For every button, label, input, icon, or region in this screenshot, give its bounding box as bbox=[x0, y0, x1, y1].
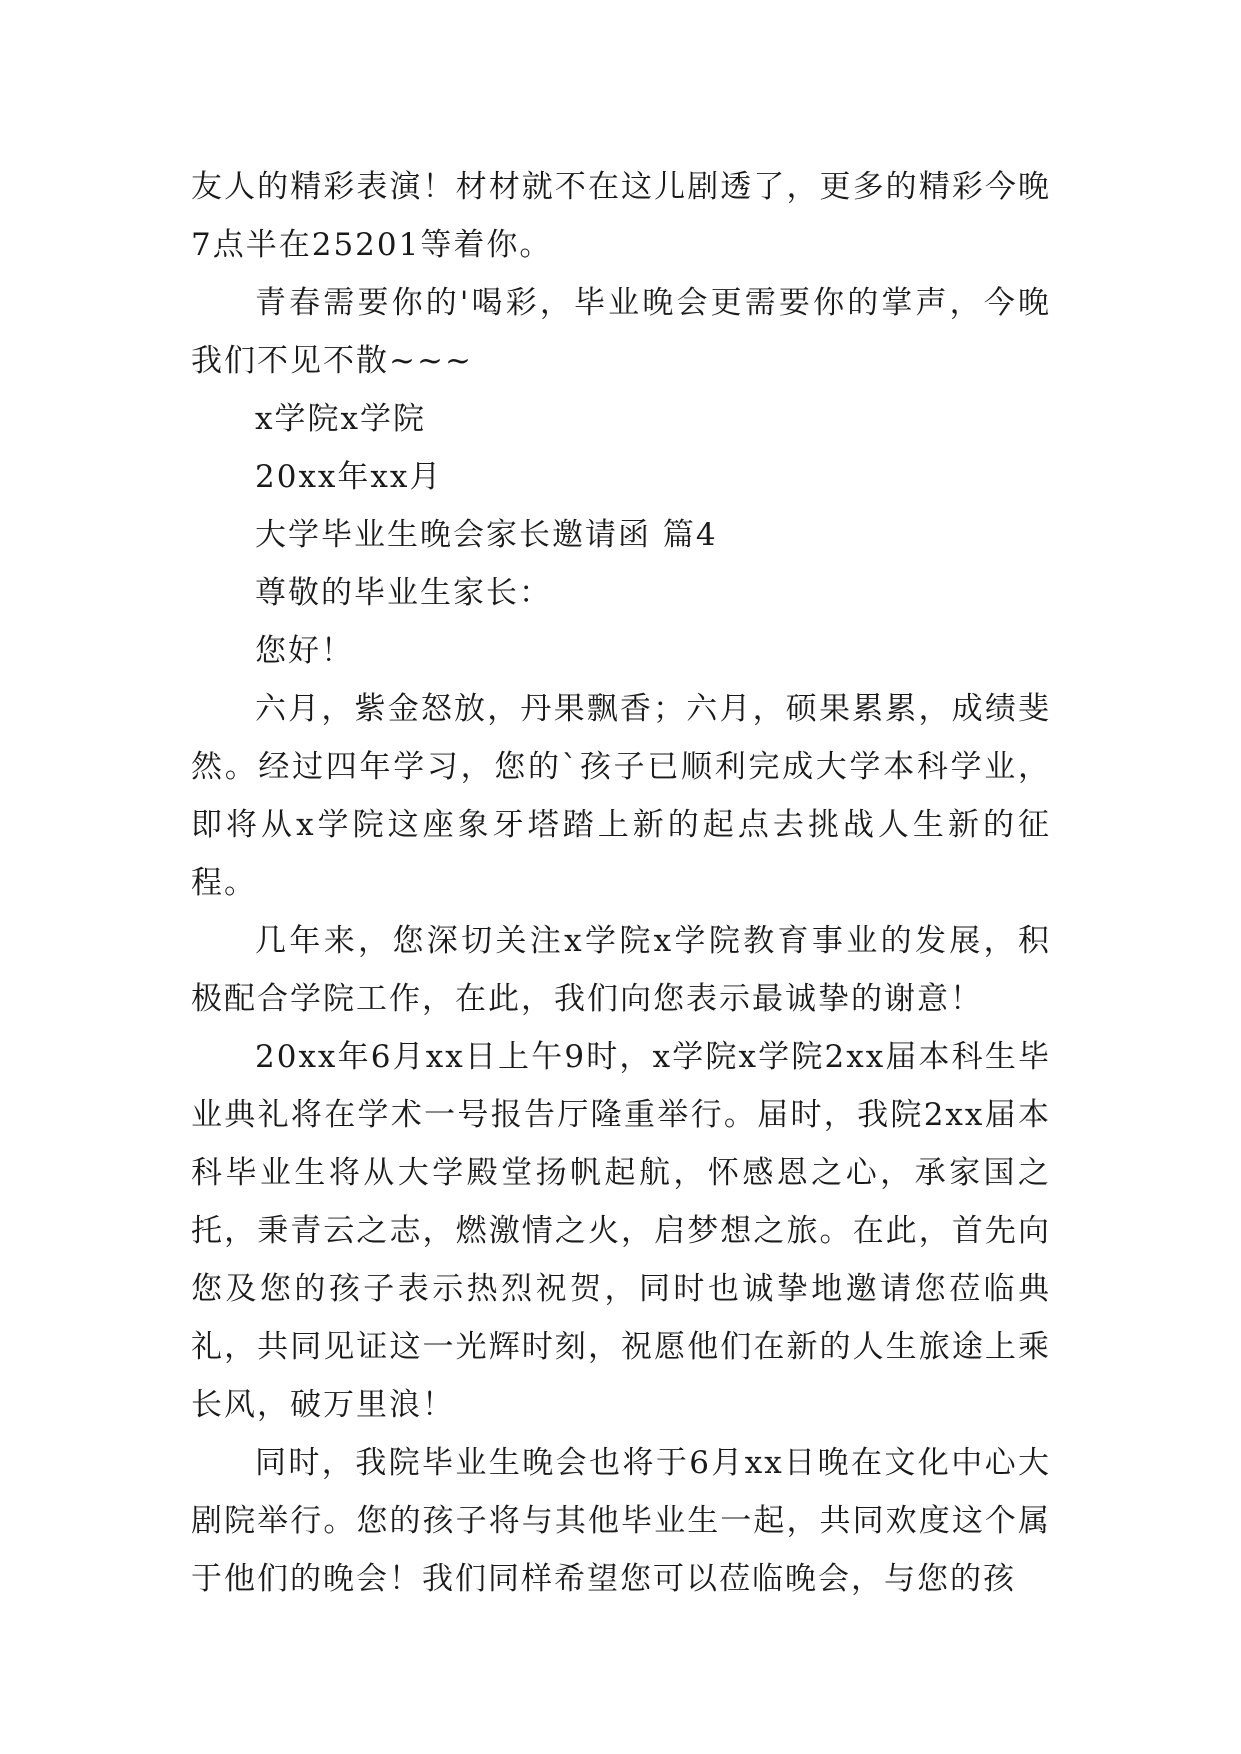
section-heading: 大学毕业生晚会家长邀请函 篇4 bbox=[255, 517, 718, 553]
paragraph-thanks: 几年来，您深切关注x学院x学院教育事业的发展，积极配合学院工作，在此，我们向您表示最诚挚的谢意！ bbox=[191, 923, 1051, 1017]
greeting: 您好！ bbox=[255, 633, 354, 669]
paragraph-ceremony: 20xx年6月xx日上午9时，x学院x学院2xx届本科生毕业典礼将在学术一号报告厅隆重举行。届时，我院2xx届本科毕业生将从大学殿堂扬帆起航，怀感恩之心，承家国之托，秉青云之志，燃激情之火，启梦想之旅。在此，首先向您及您的孩子表示热烈祝贺，同时也诚挚地邀请您莅临典礼，共同见证这一光辉时刻，祝愿他们在新的人生旅途上乘长风，破万里浪！ bbox=[191, 1039, 1051, 1423]
paragraph-june: 六月，紫金怒放，丹果飘香；六月，硕果累累，成绩斐然。经过四年学习，您的`孩子已顺利完成大学本科学业，即将从x学院这座象牙塔踏上新的起点去挑战人生新的征程。 bbox=[191, 691, 1051, 901]
paragraph-continuation: 友人的精彩表演！材材就不在这儿剧透了，更多的精彩今晚7点半在25201等着你。 bbox=[191, 169, 1051, 263]
signature-date: 20xx年xx月 bbox=[255, 459, 443, 495]
document-body bbox=[191, 158, 1051, 1608]
paragraph-gala: 同时，我院毕业生晚会也将于6月xx日晚在文化中心大剧院举行。您的孩子将与其他毕业生一起，共同欢度这个属于他们的晚会！我们同样希望您可以莅临晚会，与您的孩 bbox=[191, 1445, 1051, 1597]
signature-school: x学院x学院 bbox=[255, 401, 426, 437]
salutation: 尊敬的毕业生家长： bbox=[255, 575, 552, 611]
paragraph-cheer: 青春需要你的'喝彩，毕业晚会更需要你的掌声，今晚我们不见不散~~~ bbox=[191, 285, 1051, 379]
